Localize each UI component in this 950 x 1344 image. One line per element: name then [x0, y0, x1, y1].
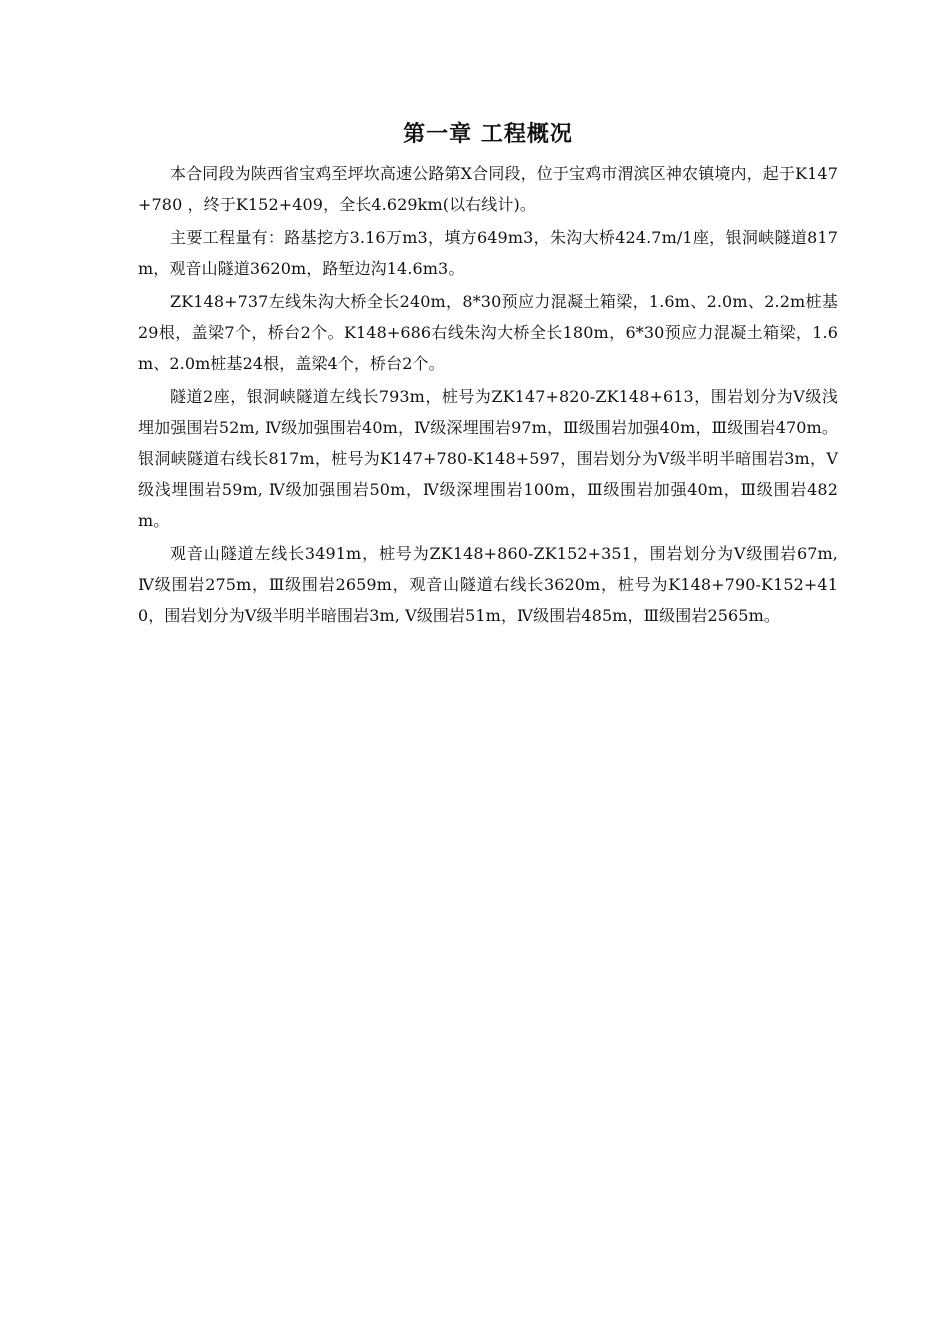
paragraph-yindongxia-tunnel: 隧道2座，银洞峡隧道左线长793m，桩号为ZK147+820-ZK148+613，围岩划分为Ⅴ级浅埋加强围岩52m, Ⅳ级加强围岩40m，Ⅳ级深埋围岩97m，Ⅲ级围岩加强40m，Ⅲ级围岩470m。银洞峡隧道右线长817m，桩号为K147+780-K148+597，围岩划分为Ⅴ级半明半暗围岩3m，Ⅴ级浅埋围岩59m, Ⅳ级加强围岩50m，Ⅳ级深埋围岩100m，Ⅲ级围岩加强40m，Ⅲ级围岩482m。 — [138, 387, 838, 530]
paragraph-main-quantities: 主要工程量有：路基挖方3.16万m3，填方649m3，朱沟大桥424.7m/1座，银洞峡隧道817m，观音山隧道3620m，路堑边沟14.6m3。 — [138, 228, 838, 278]
paragraph-contract-overview: 本合同段为陕西省宝鸡至坪坎高速公路第Ⅹ合同段，位于宝鸡市渭滨区神农镇境内，起于K147+780 ，终于K152+409，全长4.629km(以右线计)。 — [138, 164, 838, 214]
paragraph-bridge: ZK148+737左线朱沟大桥全长240m，8*30预应力混凝土箱梁，1.6m、2.0m、2.2m桩基29根，盖梁7个，桥台2个。K148+686右线朱沟大桥全长180m，6*30预应力混凝土箱梁，1.6m、2.0m桩基24根，盖梁4个，桥台2个。 — [138, 292, 838, 373]
paragraph-guanyinshan-tunnel: 观音山隧道左线长3491m，桩号为ZK148+860-ZK152+351，围岩划分为Ⅴ级围岩67m, Ⅳ级围岩275m，Ⅲ级围岩2659m，观音山隧道右线长3620m，桩号为K148+790-K152+410，围岩划分为Ⅴ级半明半暗围岩3m, Ⅴ级围岩51m，Ⅳ级围岩485m，Ⅲ级围岩2565m。 — [138, 544, 838, 625]
document-body — [138, 118, 838, 631]
chapter-title: 第一章 工程概况 — [403, 122, 573, 147]
